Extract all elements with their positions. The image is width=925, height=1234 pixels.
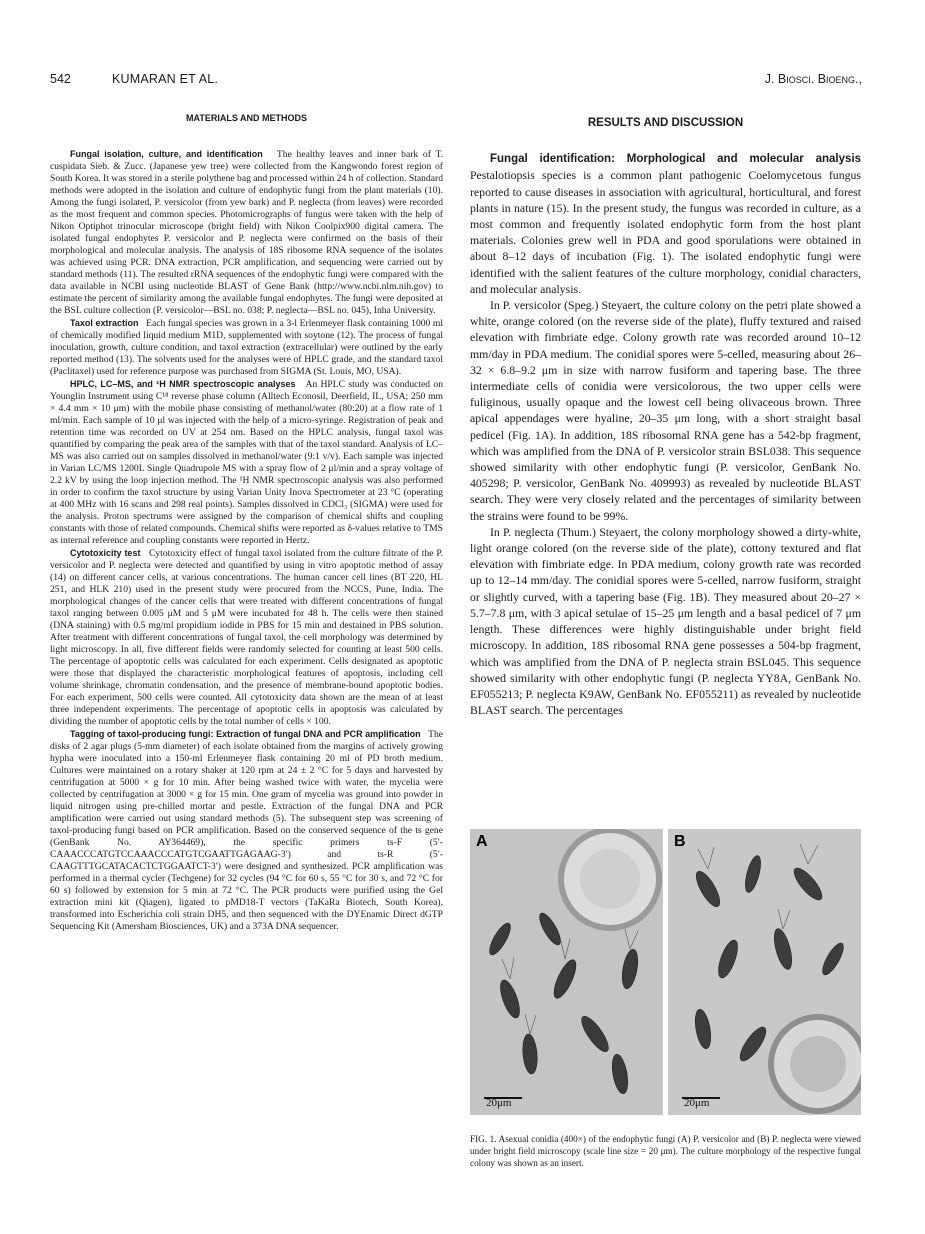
left-column bbox=[50, 112, 443, 933]
paragraph-text: An HPLC study was conducted on Younglin Instrument using C¹⁸ reverse phase column (Alltech Econosil, Deerfield, IL, USA; 250 mm × 4.4 mm × 10 μm) with the mobile phase consisting of methanol/water (80:20) at a flow rate of 1 ml/min. Each sample of 10 μl was injected with the help of a micro-syringe. Registration of peak and retention time was recorded on UV at 254 nm. Based on the HPLC analysis, fungal taxol was quantified by comparing the peak area of the samples with that of the taxol standard. Analysis of LC–MS was also carried out on samples dissolved in methanol/water (9:1 v/v). Each sample was injected in Varian LC/MS 1200L Single Quadrupole MS with a spray flow of 2 μl/min and a spray voltage of 2.2 kV by using the loop injection method. The ¹H NMR spectroscopic analysis was also performed in order to confirm the taxol structure by using Varian Unity Inova Spectrometer at 23 °C (operating at 400 MHz with 16 scans and 298 real points). Samples dissolved in CDCl₃ (SIGMA) were used for the analysis. Proton spectrums were assigned by the comparison of chemical shifts and coupling constants with those of related compounds. Chemical shifts were reported as δ-values relative to TMS as internal reference and coupling constants were reported in Hertz. bbox=[50, 379, 443, 546]
methods-paragraph bbox=[50, 378, 443, 547]
results-paragraph bbox=[470, 524, 861, 718]
paragraph-text: In P. neglecta (Thum.) Steyaert, the colony morphology showed a dirty-white, light orange colored (on the reverse side of the plate), cottony textured and flat elevation with fimbriate edge. In PDA medium, colony growth rate was recorded up to 12–14 mm/day. The conidial spores were 5-celled, narrow fusiform, straight or slightly curved, with a tapering base (Fig. 1B). They measured about 20–27 × 5.7–7.8 μm, with 3 apical setulae of 15–25 μm length and a basal pedicel of 7 μm length. These differences were highly distinguishable under bright field microscopy. In addition, 18S ribosomal RNA gene possesses a 504-bp fragment, which was amplified from the DNA of P. neglecta strain BSL045. This sequence showed similarity with other endophytic fungi (P. neglecta YY8A, GenBank No. EF055213; P. neglecta K9AW, GenBank No. EF055211) as revealed by nucleotide BLAST search. The percentages bbox=[470, 524, 861, 718]
methods-paragraph bbox=[50, 148, 443, 317]
page-number: 542 bbox=[50, 72, 71, 86]
paragraph-heading: Cytotoxicity test bbox=[70, 548, 141, 558]
paragraph-text: In P. versicolor (Speg.) Steyaert, the culture colony on the petri plate showed a white, orange colored (on the reverse side of the plate), fluffy textured and raised elevation with fimbriate edge. Colony growth rate was recorded around 10–12 mm/day in PDA medium. The conidial spores were 5-celled, measuring about 26–32 × 6.8–9.2 μm in size with narrow fusiform and tapering base. The three intermediate cells of conidia were versicolorous, the two upper cells were fuliginous, usually opaque and the lowest cell being olivaceous brown. Three apical appendages were hyaline, 20–35 μm long, with a short straight basal pedicel (Fig. 1A). In addition, 18S ribosomal RNA gene has a 542-bp fragment, which was amplified from the DNA of P. versicolor strain BSL038. This sequence showed similarity with other endophytic fungi (P. versicolor, GenBank No. 405298; P. versicolor, GenBank No. 409993) as revealed by nucleotide BLAST search. They were very closely related and the percentages of similarity between the strains were found to be 99%. bbox=[470, 298, 861, 523]
scale-label-a: 20μm bbox=[486, 1097, 512, 1109]
micrograph-a bbox=[470, 829, 663, 1115]
methods-paragraph bbox=[50, 728, 443, 933]
paragraph-text: The healthy leaves and inner bark of T. cuspidata Sieb. & Zucc. (Japanese yew tree) were collected from the Kangwondo forest region of South Korea. It was stored in a sterile polythene bag and processed within 24 h of collection. Standard methods were adopted in the isolation and culture of endophytic fungi from the plant materials (10). Among the fungi isolated, P. versicolor (from yew bark) and P. neglecta (from leaves) were recorded as the most frequent and common species. Photomicrographs of fungus were taken with the help of Nikon Optiphot trinocular microscope (bright field) with Nikon Coolpix900 digital camera. The isolated fungal endophytes P. versicolor and P. neglecta were confirmed on the basis of their morphological and molecular analysis. The analysis of 18S ribosome RNA sequence of the isolates was achieved using PCR. DNA extraction, PCR amplification, and sequencing were carried out by standard methods (11). The resulted rRNA sequences of the endophytic fungi were compared with the data available in NCBI using nucleotide BLAST of Gene Bank (http://www.ncbi.nlm.nih.gov) to estimate the percent of similarity among the available fungal endophytes. The fungi were deposited at the BSL culture collection (P. versicolor—BSL no. 038; P. neglecta—BSL no. 045), Inha University. bbox=[50, 149, 443, 316]
methods-paragraph bbox=[50, 547, 443, 728]
paragraph-heading: HPLC, LC–MS, and ¹H NMR spectroscopic analyses bbox=[70, 379, 296, 389]
figure-caption bbox=[470, 1133, 861, 1170]
running-authors: KUMARAN ET AL. bbox=[112, 72, 219, 86]
caption-prefix: FIG. 1. bbox=[470, 1134, 497, 1144]
page-header bbox=[50, 72, 862, 92]
scale-label-b: 20μm bbox=[684, 1097, 710, 1109]
paragraph-text: The disks of 2 agar plugs (5-mm diameter) of each isolate obtained from the margins of actively growing hypha were inoculated into a 150-ml Erlenmeyer flask containing 20 ml of PD broth medium. Cultures were maintained on a rotary shaker at 120 rpm at 24 ± 2 °C for 5 days and harvested by centrifugation at 5000 × g for 10 min. After being washed twice with water, the mycelia were collected by centrifugation at 3000 × g for 15 min. One gram of mycelia was ground into powder in liquid nitrogen using pre-chilled mortar and pestle. Extraction of the fungal DNA and PCR amplification were carried out using standard methods (5). The subsequent step was screening of taxol-producing fungi based on PCR amplification. Based on the conserved sequence of the ts gene (GenBank No. AY364469), the specific primers ts-F (5′-CAAACCCATGTCCAAACCCATGTCGAATTGAGAAG-3′) and ts-R (5′-CAAGTTTGCATACACTCTGGAATCT-3′) were designed and synthesized. PCR amplification was performed in a thermal cycler (Techgene) for 32 cycles (94 °C for 60 s, 55 °C for 30 s, and 72 °C for 60 s) followed by extension for 5 min at 72 °C. The PCR products were purified using the Gel extraction mini kit (Qiagen), ligated to pMD18-T vectors (TaKaRa Biotech, South Korea), transformed into Escherichia coli strain DH5, and then sequenced with the DYEnamic Direct dGTP Sequencing Kit (Amersham Biosciences, UK) and a 373A DNA sequencer. bbox=[50, 729, 443, 932]
paragraph-text: Cytotoxicity effect of fungal taxol isolated from the culture filtrate of the P. versicolor and P. neglecta were detected and quantified by using in vitro apoptotic method of assay (14) on different cancer cells, at various concentrations. The human cancer cell lines (BT 220, HL 251, and HLK 210) used in the present study were procured from the NCCS, Pune, India. The morphological changes of the cancer cells that were treated with different concentrations of fungal taxol ranging between 0.005 μM and 5 μM were incubated for 48 h. The cells were then stained (DNA staining) with 0.5 mg/ml propidium iodide in PBS for 15 min and destained in PBS solution. After treatment with different concentrations of fungal taxol, the cell morphology was determined by light microscopy. In all, five different fields were randomly selected for counting at least 500 cells. The percentage of apoptotic cells was calculated for each experiment. Cells designated as apoptotic were those that displayed the characteristic morphological features of apoptosis, including cell volume shrinkage, chromatin condensation, and the presence of membrane-bound apoptotic bodies. For each experiment, 500 cells were counted. All cytotoxicity data shown are the mean of at least three independent experiments. The percentage of apoptotic cells in apoptosis was calculated by dividing the number of apoptotic cells by the total number of cells × 100. bbox=[50, 548, 444, 727]
paragraph-heading: Fungal identification: Morphological and molecular analysis bbox=[490, 153, 861, 166]
figure-1 bbox=[470, 829, 861, 1115]
panel-b-label: B bbox=[674, 833, 686, 850]
figure-panel-b bbox=[668, 829, 861, 1115]
paragraph-heading: Tagging of taxol-producing fungi: Extraction of fungal DNA and PCR amplification bbox=[70, 729, 421, 739]
results-title: RESULTS AND DISCUSSION bbox=[587, 117, 744, 129]
results-paragraph bbox=[470, 297, 861, 524]
results-paragraph bbox=[470, 150, 861, 297]
methods-paragraph bbox=[50, 317, 443, 378]
right-column bbox=[470, 112, 861, 718]
figure-panel-a bbox=[470, 829, 663, 1115]
paragraph-text: Pestalotiopsis species is a common plant pathogenic Coelomycetous fungus reported to cause diseases in association with agricultural, horticultural, and forest plants in nature (15). In the present study, the fungus was recorded in culture, as a most common and frequently isolated endophytic form from the host plant materials. Colonies grew well in PDA and good sporulations were obtained in about 8–12 days of incubation (Fig. 1). The isolated endophytic fungi were identified with the salient features of the culture morphology, conidial characters, and molecular analysis. bbox=[470, 168, 861, 296]
micrograph-b bbox=[668, 829, 861, 1115]
caption-text: Asexual conidia (400×) of the endophytic fungi (A) P. versicolor and (B) P. neglecta were viewed under bright field microscopy (scale line size = 20 μm). The culture morphology of the respective fungal colony was shown as an insert. bbox=[470, 1134, 861, 1169]
paragraph-heading: Taxol extraction bbox=[70, 318, 139, 328]
methods-title: MATERIALS AND METHODS bbox=[186, 113, 307, 123]
paragraph-heading: Fungal isolation, culture, and identification bbox=[70, 149, 263, 159]
paragraph-text: Each fungal species was grown in a 3-l Erlenmeyer flask containing 1000 ml of chemically modified liquid medium M1D, supplemented with soytone (12). The process of fungal inoculation, growth, culture condition, and taxol extraction (extracellular) were outlined by the early reported method (13). The solvents used for the analyses were of HPLC grade, and the standard taxol (Paclitaxel) used for reference purpose was purchased from SIGMA (St. Louis, MO, USA). bbox=[50, 318, 443, 377]
journal-name: J. Biosci. Bioeng., bbox=[764, 72, 862, 86]
panel-a-label: A bbox=[476, 833, 488, 850]
